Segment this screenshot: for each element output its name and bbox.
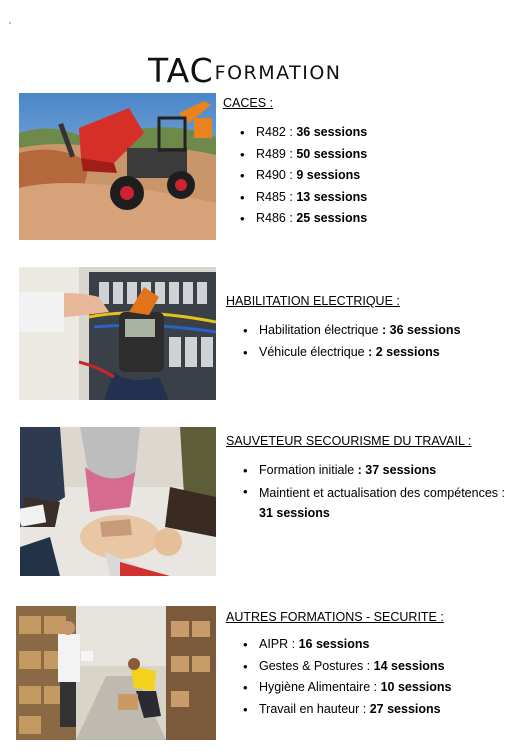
corner-mark: [9, 22, 11, 24]
item-value: 36 sessions: [296, 125, 368, 139]
list-item: [226, 656, 451, 678]
item-value: 9 sessions: [296, 168, 361, 183]
section-title: AUTRES FORMATIONS - SECURITE :: [226, 610, 444, 624]
list-item: [223, 122, 367, 144]
item-label: Gestes & Postures :: [259, 658, 374, 673]
session-list: [226, 634, 451, 720]
list-item: [226, 677, 451, 699]
item-label: R482 :: [256, 125, 297, 139]
logo-text-formation: FORMATION: [214, 62, 342, 84]
item-label: R485 :: [256, 189, 297, 204]
list-item: [223, 187, 367, 209]
item-value: 50 sessions: [296, 146, 368, 161]
item-label: Travail en hauteur :: [259, 701, 370, 716]
section-title: HABILITATION ELECTRIQUE :: [226, 294, 400, 308]
item-label: Formation initiale: [259, 463, 358, 477]
item-value: 16 sessions: [298, 637, 370, 651]
item-value: : 2 sessions: [368, 344, 440, 359]
item-value: : 36 sessions: [382, 323, 461, 337]
session-list: [226, 320, 461, 363]
session-list: [226, 460, 514, 523]
item-value: 25 sessions: [296, 211, 368, 226]
section-title: CACES :: [223, 96, 274, 110]
item-value: 10 sessions: [380, 680, 452, 695]
section-caces: [223, 96, 367, 230]
list-item: [223, 165, 367, 187]
list-item: [223, 144, 367, 166]
item-value: : 37 sessions: [357, 463, 437, 477]
item-value: 31 sessions: [259, 505, 330, 520]
item-label: R489 :: [256, 146, 297, 161]
section-sauveteur-secourisme: [226, 434, 514, 523]
item-value: 27 sessions: [369, 701, 441, 716]
caces-dumper-photo: [19, 93, 216, 240]
item-label: AIPR :: [259, 637, 299, 651]
item-label: Maintient et actualisation des compétences :: [259, 485, 505, 500]
session-list: [223, 122, 367, 230]
list-item: [226, 320, 461, 342]
item-label: R490 :: [256, 168, 297, 183]
section-habilitation-electrique: [226, 294, 461, 363]
item-label: Habilitation électrique: [259, 323, 382, 337]
list-item: [226, 699, 451, 721]
list-item: [226, 460, 514, 482]
item-value: 14 sessions: [373, 658, 445, 673]
item-label: Véhicule électrique: [259, 344, 369, 359]
list-item: [226, 342, 461, 364]
logo-text-tac: TAC: [148, 51, 214, 90]
tac-formation-logo: [148, 50, 342, 90]
list-item: [223, 208, 367, 230]
electrical-panel-photo: [19, 267, 216, 400]
item-label: Hygiène Alimentaire :: [259, 680, 381, 695]
item-label: R486 :: [256, 211, 297, 226]
list-item: [226, 482, 514, 523]
item-value: 13 sessions: [296, 189, 368, 204]
first-aid-training-photo: [20, 427, 216, 576]
section-title: SAUVETEUR SECOURISME DU TRAVAIL :: [226, 434, 472, 448]
warehouse-safety-photo: [16, 606, 216, 740]
list-item: [226, 634, 451, 656]
section-autres-formations: [226, 610, 451, 720]
